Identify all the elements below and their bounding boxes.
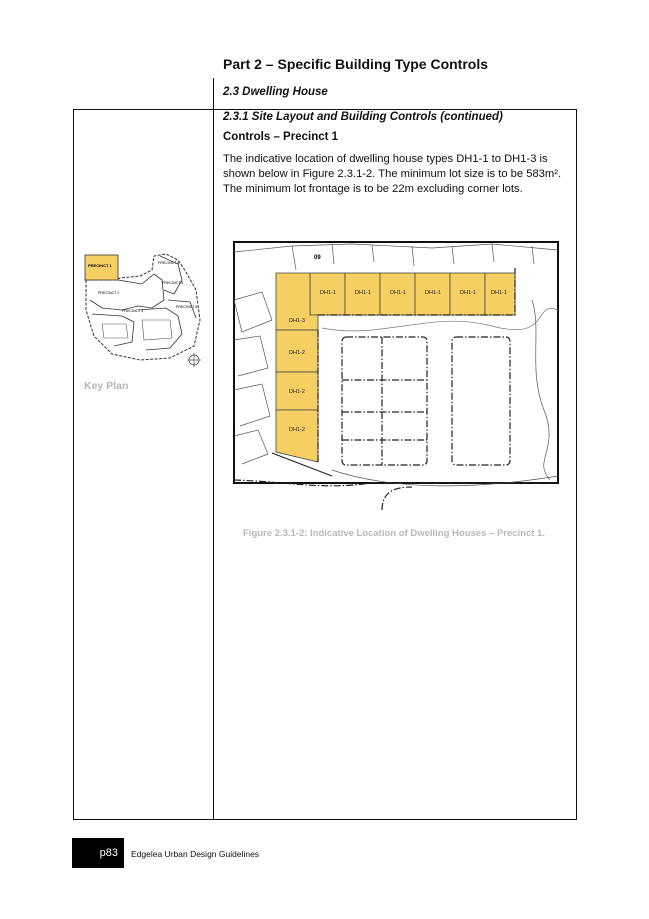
lot-label-side-3: DH1-2 <box>289 389 305 395</box>
key-plan-label-precinct-2: PRECINCT 2 <box>98 291 120 295</box>
lot-label-top-2: DH1-1 <box>355 290 371 296</box>
page-number-badge: p83 <box>72 838 124 868</box>
lot-label-side-4: DH1-2 <box>289 427 305 433</box>
subsection-title: 2.3.1 Site Layout and Building Controls (continued) <box>223 111 503 123</box>
north-arrow-icon <box>187 353 201 367</box>
footer-document-title: Edgelea Urban Design Guidelines <box>131 849 260 859</box>
figure-caption: Figure 2.3.1-2: Indicative Location of Dwelling Houses – Precinct 1. <box>243 528 545 539</box>
lot-label-side-2: DH1-2 <box>289 350 305 356</box>
lot-label-top-6: DH1-1 <box>491 290 507 296</box>
body-paragraph: The indicative location of dwelling house types DH1-1 to DH1-3 is shown below in Figure 2.3.1-2. The minimum lot size is to be 583m². The minimum lot frontage is to be 22m excluding corner lots. <box>223 153 562 195</box>
section-title: 2.3 Dwelling House <box>223 86 328 98</box>
key-plan-label-precinct-3: PRECINCT 3 <box>122 309 144 313</box>
site-plan-map <box>232 240 560 515</box>
lot-label-top-4: DH1-1 <box>425 290 441 296</box>
key-plan-label-precinct-6: PRECINCT 6 <box>176 305 198 309</box>
road-label: 09 <box>314 255 321 261</box>
lot-label-side-1: DH1-3 <box>289 318 305 324</box>
key-plan-label: Key Plan <box>84 380 129 392</box>
part-title: Part 2 – Specific Building Type Controls <box>223 56 489 72</box>
lot-label-top-3: DH1-1 <box>390 290 406 296</box>
lot-label-top-5: DH1-1 <box>460 290 476 296</box>
key-plan-label-precinct-5: PRECINCT 5 <box>162 281 184 285</box>
controls-heading: Controls – Precinct 1 <box>223 131 339 143</box>
column-divider-top <box>213 78 214 110</box>
key-plan-map <box>82 250 202 370</box>
column-divider <box>213 109 214 820</box>
lot-label-top-1: DH1-1 <box>320 290 336 296</box>
key-plan-label-precinct-1: PRECINCT 1 <box>88 263 112 268</box>
key-plan-label-precinct-4: PRECINCT 4 <box>158 261 180 265</box>
